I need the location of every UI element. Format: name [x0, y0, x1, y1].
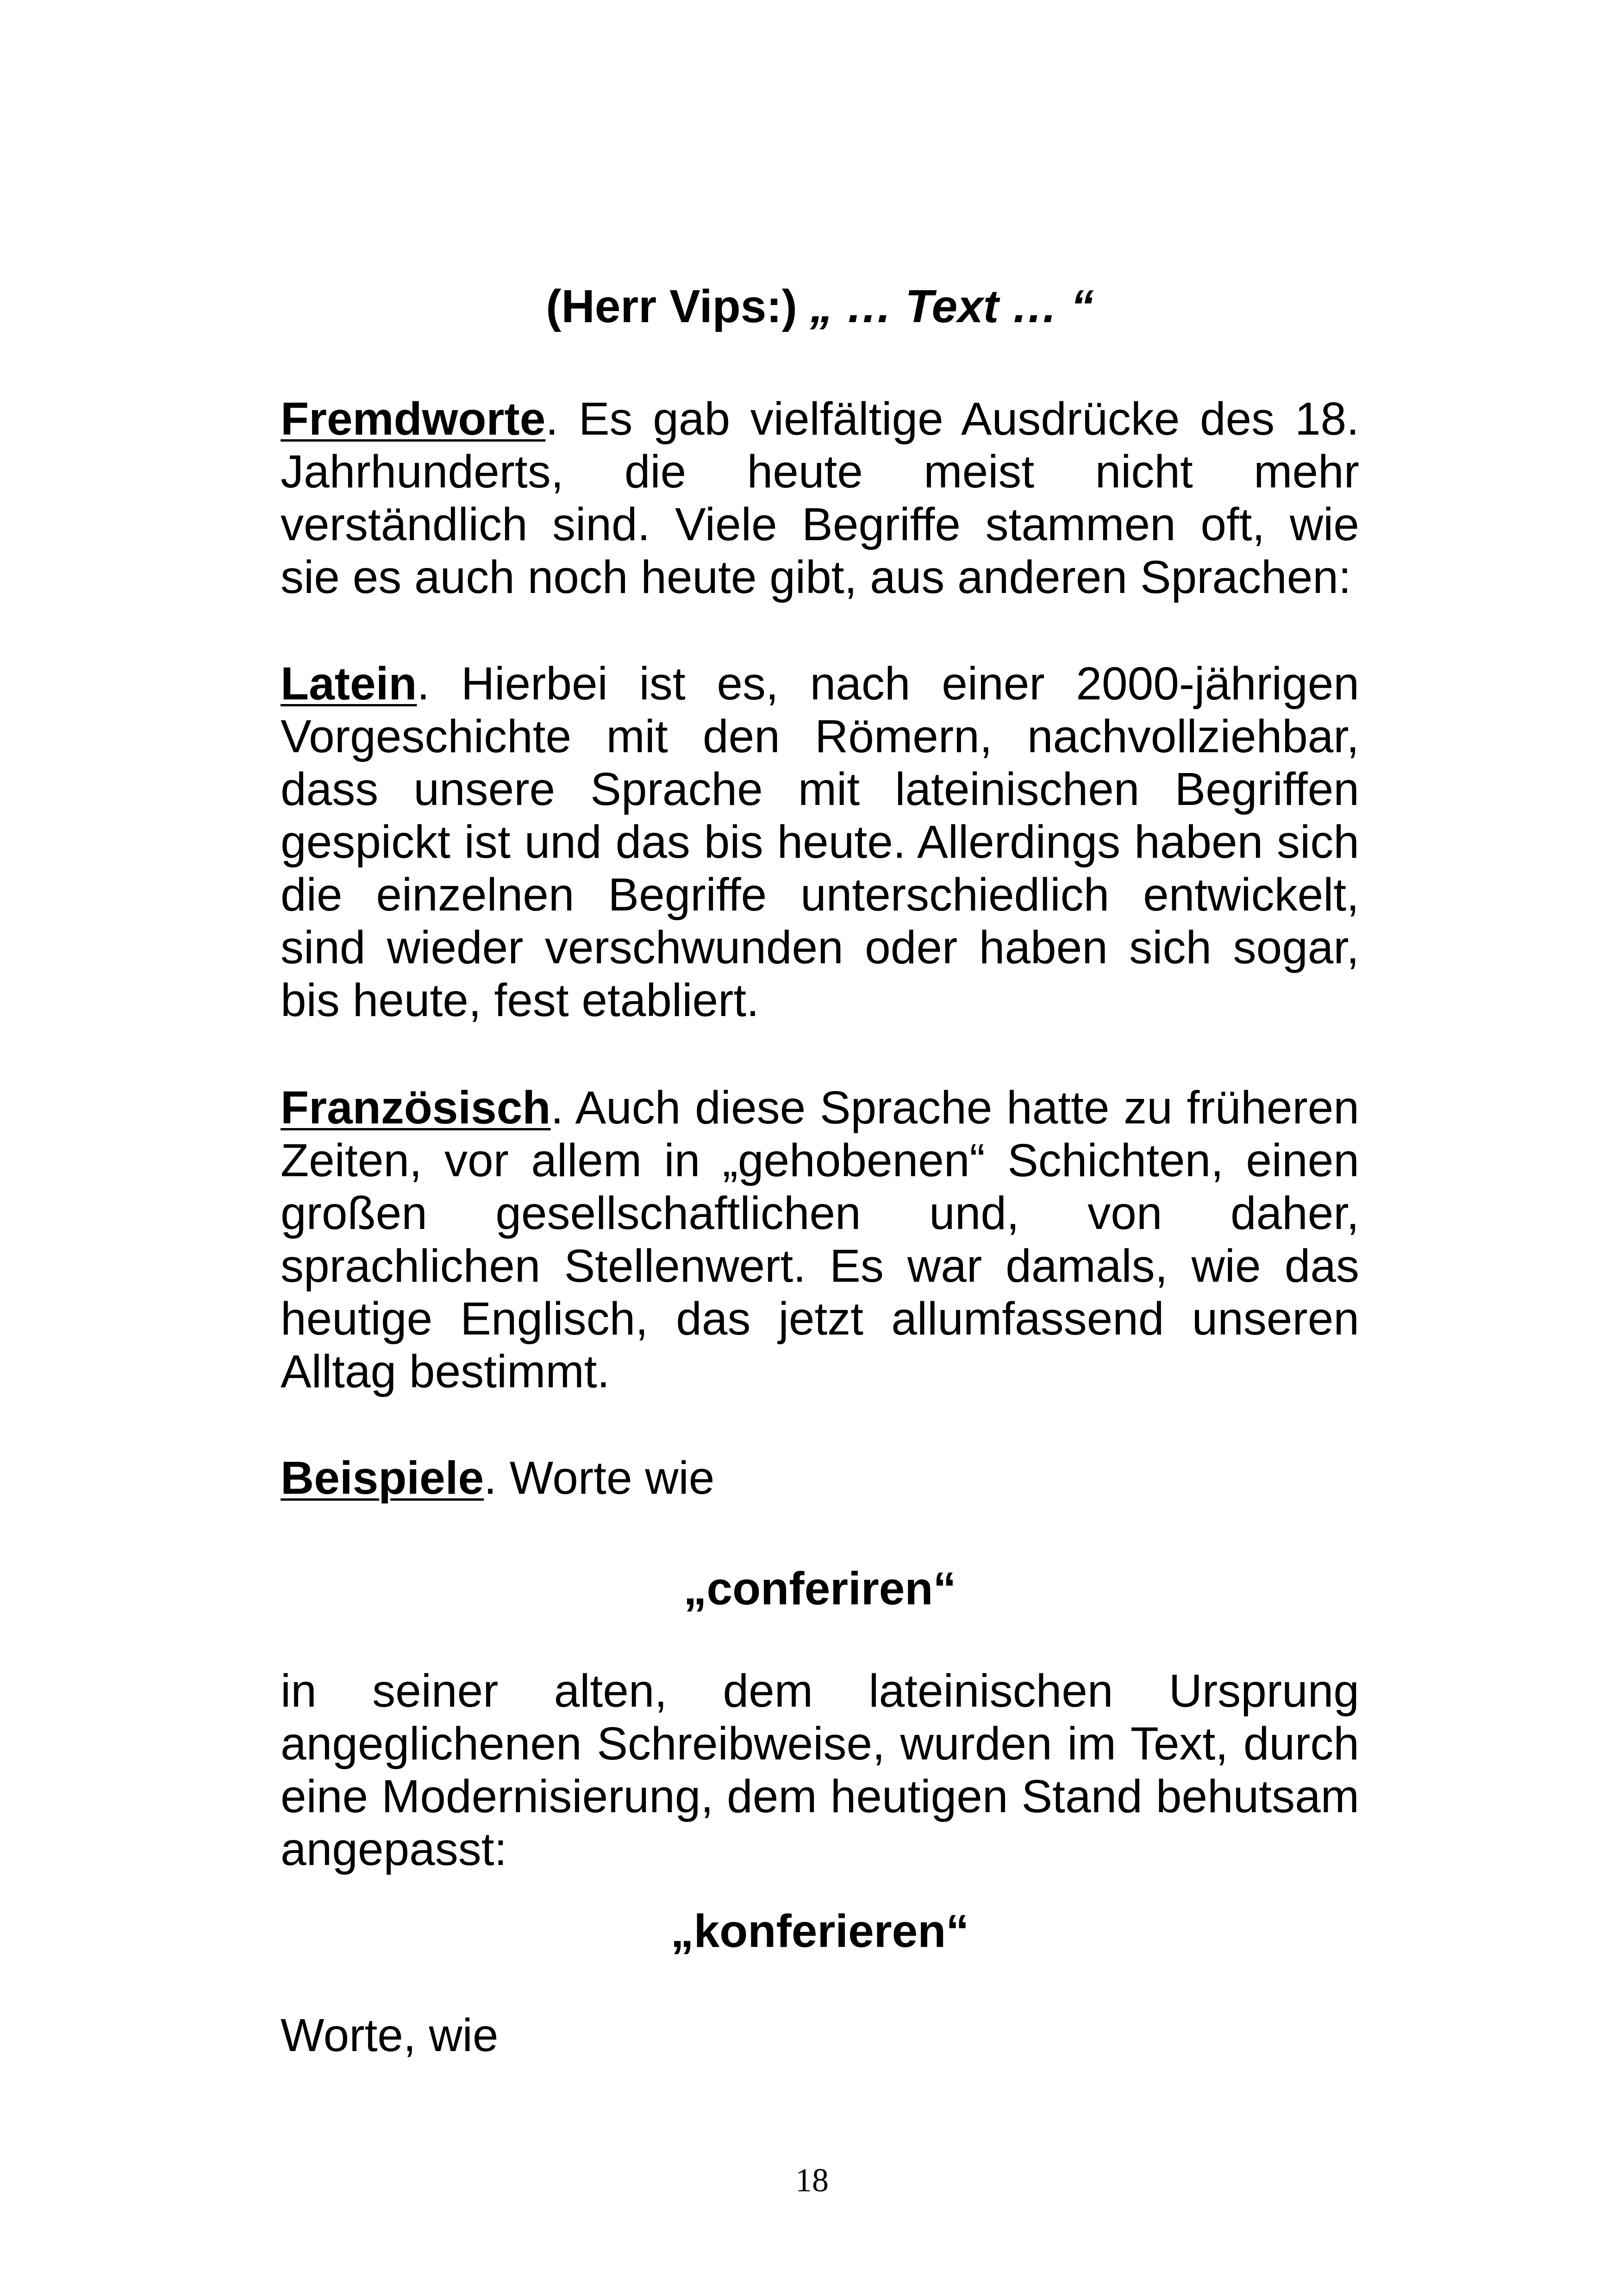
paragraph-body: . Hierbei ist es, nach einer 2000-jährigen Vorgeschichte mit den Römern, nachvollziehbar, dass unsere Sprache mit lateinischen Begriffen gespickt ist und das bis heute. Allerdings haben sich die einzelnen Begriffe unterschiedlich entwickelt, sind wieder verschwunden oder haben sich sogar, bis heute, fest etabliert.	[281, 658, 1359, 1026]
example-old-spelling: „conferiren“	[683, 1563, 956, 1615]
paragraph-body: . Worte wie	[484, 1452, 715, 1504]
paragraph-beispiele	[281, 1452, 1359, 1504]
keyword-latein: Latein	[281, 658, 417, 710]
paragraph-body: . Es gab vielfältige Ausdrücke des 18. Jahrhunderts, die heute meist nicht mehr verständlich sind. Viele Begriffe stammen oft, wie sie es auch noch heute gibt, aus anderen Sprachen:	[281, 393, 1359, 603]
heading-quote: „ … Text … “	[810, 281, 1094, 332]
explanation-text: in seiner alten, dem lateinischen Ursprung angeglichenen Schreibweise, wurden im Text, durch eine Modernisierung, dem heutigen Stand behutsam angepasst:	[281, 1665, 1359, 1875]
page-number: 18	[795, 2162, 829, 2199]
paragraph-explanation	[281, 1665, 1359, 1876]
paragraph-closing	[281, 2009, 1359, 2062]
example-new-spelling: „konferieren“	[670, 1905, 969, 1957]
paragraph-body: . Auch diese Sprache hatte zu früheren Zeiten, vor allem in „gehobenen“ Schichten, einen großen gesellschaftlichen und, von daher, sprachlichen Stellenwert. Es war damals, wie das heutige Englisch, das jetzt allumfassend unseren Alltag bestimmt.	[281, 1082, 1359, 1397]
paragraph-fremdworte	[281, 393, 1359, 604]
paragraph-latein	[281, 657, 1359, 1027]
section-heading	[281, 278, 1359, 335]
keyword-fremdworte: Fremdworte	[281, 393, 546, 445]
paragraph-franzoesisch	[281, 1081, 1359, 1398]
heading-speaker: (Herr Vips:)	[546, 281, 797, 332]
keyword-franzoesisch: Französisch	[281, 1082, 551, 1134]
keyword-beispiele: Beispiele	[281, 1452, 484, 1504]
closing-text: Worte, wie	[281, 2009, 499, 2061]
